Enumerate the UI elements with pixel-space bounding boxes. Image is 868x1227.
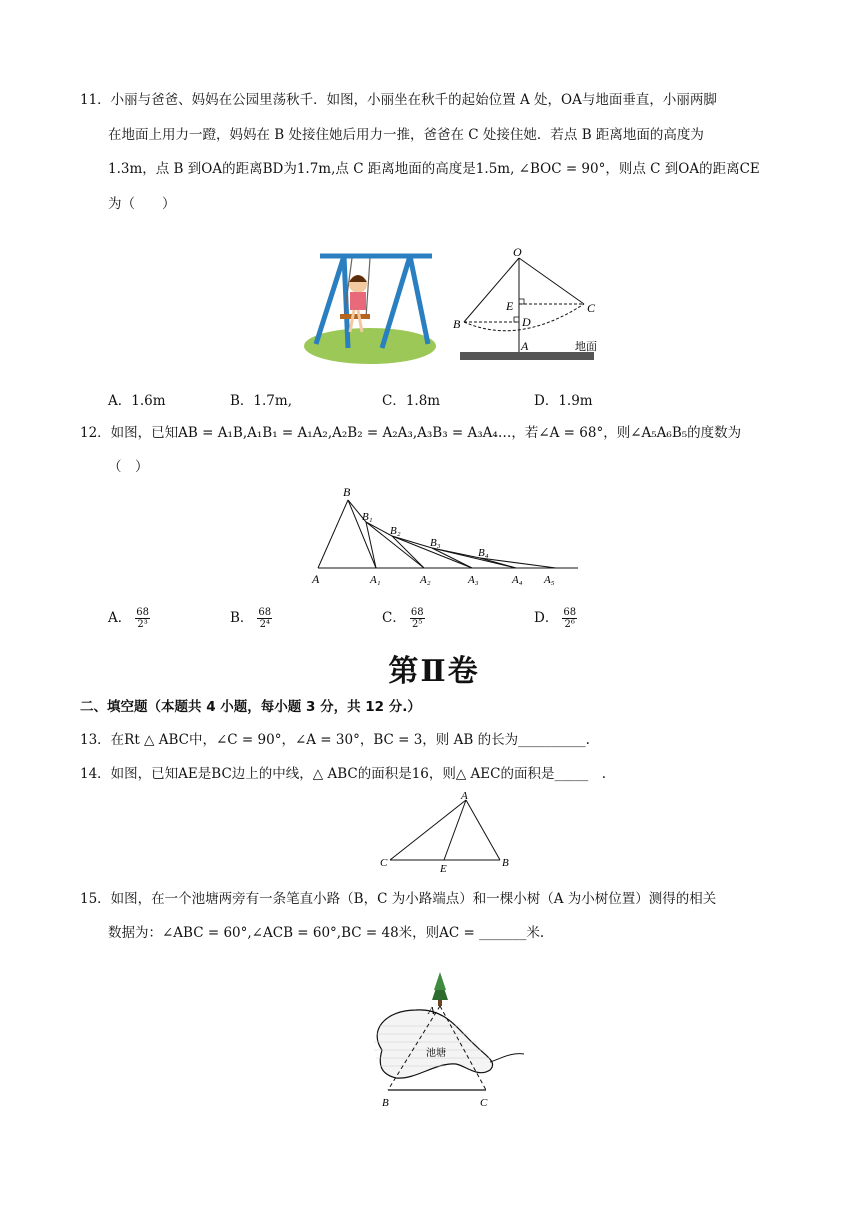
label-B: B (453, 317, 461, 331)
label-B: B (382, 1097, 389, 1109)
label-B: B (502, 857, 509, 869)
option-fraction: $\frac{68}{\text{2⁵}}$ (410, 607, 424, 630)
q12-option-c[interactable] (382, 606, 425, 630)
section-two-heading: 二、填空题（本题共 4 小题，每小题 3 分，共 12 分.） (80, 699, 421, 715)
q11-line-1: 11．小丽与爸爸、妈妈在公园里荡秋千．如图，小丽坐在秋千的起始位置 A 处，OA与地面垂直，小丽两脚 (80, 92, 717, 108)
q12-option-a[interactable] (108, 606, 150, 630)
label-C: C (380, 857, 388, 869)
q14-text: 14．如图，已知AE是BC边上的中线，△ ABC的面积是16，则△ AEC的面积是_____ . (80, 766, 607, 782)
label-C: C (480, 1097, 488, 1109)
label-B4: B₄ (478, 547, 489, 559)
label-B3: B₃ (430, 537, 441, 549)
label-A1: A₁ (370, 574, 381, 586)
label-A3: A₃ (468, 574, 479, 586)
option-fraction: $\frac{68}{\text{2⁴}}$ (258, 607, 272, 630)
q13-text: 13．在Rt △ ABC中，∠C = 90°，∠A = 30°，BC = 3，则 AB 的长为__________. (80, 732, 590, 748)
label-D: D (522, 315, 531, 329)
q11-line-2: 在地面上用力一蹬，妈妈在 B 处接住她后用力一推，爸爸在 C 处接住她．若点 B 距离地面的高度为 (108, 127, 704, 143)
label-A2: A₂ (420, 574, 431, 586)
label-E: E (506, 299, 514, 313)
q15-line-2: 数据为：∠ABC = 60°,∠ACB = 60°,BC = 48米，则AC = _______米. (108, 925, 545, 941)
option-letter: C． (382, 610, 406, 626)
label-A: A (312, 572, 320, 586)
q14-triangle-figure (374, 788, 520, 878)
label-A4: A₄ (512, 574, 523, 586)
label-C: C (587, 301, 596, 315)
q11-geometry-figure (448, 244, 608, 368)
option-fraction: $\frac{68}{\text{2⁶}}$ (563, 607, 577, 630)
q11-option-c[interactable]: C．1.8m (382, 393, 441, 409)
q11-option-b[interactable]: B．1.7m, (230, 393, 292, 409)
part-two-title: 第Ⅱ卷 (388, 654, 480, 689)
label-ground: 地面 (575, 340, 597, 353)
q12-option-d[interactable] (534, 606, 577, 630)
q12-geometry-figure (308, 484, 583, 588)
q15-line-1: 15．如图，在一个池塘两旁有一条笔直小路（B，C 为小路端点）和一棵小树（A 为小树位置）测得的相关 (80, 891, 717, 907)
label-B1: B₁ (362, 511, 373, 523)
q12-line-2: （ ） (108, 459, 149, 475)
q15-pond-figure (366, 970, 526, 1112)
q11-option-a[interactable]: A．1.6m (108, 393, 166, 409)
option-letter: D． (534, 610, 559, 626)
label-B2: B₂ (390, 525, 401, 537)
option-letter: A． (108, 610, 132, 626)
q12-line-1: 12．如图，已知AB = A₁B,A₁B₁ = A₁A₂,A₂B₂ = A₂A₃,A₃B₃ = A₃A₄…，若∠A = 68°，则∠A₅A₆B₅的度数为 (80, 425, 742, 441)
label-O: O (513, 245, 522, 259)
label-B: B (343, 485, 351, 499)
q12-option-b[interactable] (230, 606, 272, 630)
label-A5: A₅ (544, 574, 555, 586)
option-letter: B． (230, 610, 254, 626)
swing-illustration (300, 248, 450, 370)
label-E: E (440, 863, 447, 875)
option-fraction: $\frac{68}{\text{2³}}$ (136, 607, 149, 630)
q11-line-4: 为（ ） (108, 196, 176, 212)
q11-option-d[interactable]: D．1.9m (534, 393, 593, 409)
label-A: A (521, 339, 529, 353)
label-pond: 池塘 (426, 1048, 446, 1059)
label-A: A (428, 1005, 435, 1017)
label-A: A (461, 790, 468, 802)
q11-line-3: 1.3m，点 B 到OA的距离BD为1.7m,点 C 距离地面的高度是1.5m, ∠BOC = 90°，则点 C 到OA的距离CE (108, 161, 760, 177)
